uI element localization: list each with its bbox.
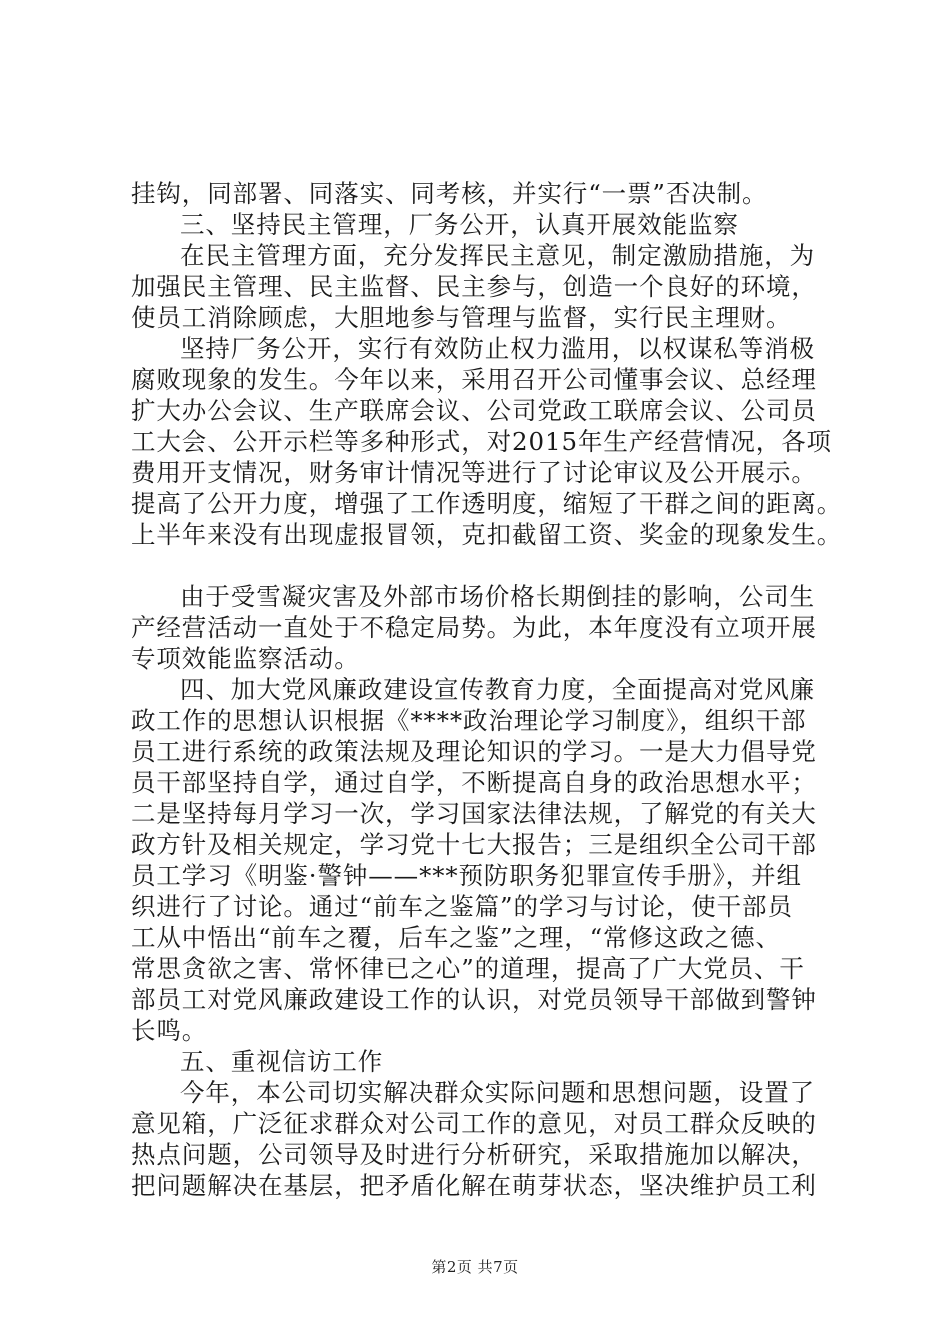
text-line: 部员工对党风廉政建设工作的认识，对党员领导干部做到警钟 (131, 985, 817, 1014)
text-line: 专项效能监察活动。 (131, 644, 360, 673)
text-line: 二是坚持每月学习一次，学习国家法律法规，了解党的有关大 (131, 799, 817, 828)
page-number-label: 第2页 共7页 (431, 1258, 519, 1276)
text-line: 政工作的思想认识根据《****政治理论学习制度》，组织干部 (131, 706, 807, 735)
text-line: 加强民主管理、民主监督、民主参与，创造一个良好的环境， (131, 272, 817, 301)
text-line: 员工进行系统的政策法规及理论知识的学习。一是大力倡导党 (131, 737, 817, 766)
text-line: 由于受雪凝灾害及外部市场价格长期倒挂的影响，公司生 (180, 582, 815, 611)
text-line: 常思贪欲之害、常怀律已之心”的道理，提高了广大党员、干 (131, 954, 805, 983)
text-line: 坚持厂务公开，实行有效防止权力滥用，以权谋私等消极 (180, 334, 815, 363)
text-line: 员工学习《明鉴·警钟——***预防职务犯罪宣传手册》，并组 (131, 861, 802, 890)
text-line: 员干部坚持自学，通过自学，不断提高自身的政治思想水平； (131, 768, 817, 797)
section-heading: 四、加大党风廉政建设宣传教育力度，全面提高对党风廉 (180, 675, 815, 704)
text-line: 挂钩，同部署、同落实、同考核，并实行“一票”否决制。 (131, 179, 768, 208)
text-line: 意见箱，广泛征求群众对公司工作的意见，对员工群众反映的 (131, 1109, 817, 1138)
text-line: 扩大办公会议、生产联席会议、公司党政工联席会议、公司员 (131, 396, 817, 425)
paragraph-gap (131, 550, 851, 581)
body-text (131, 178, 851, 1201)
text-line: 长鸣。 (131, 1016, 208, 1045)
text-line: 热点问题，公司领导及时进行分析研究，采取措施加以解决， (131, 1140, 817, 1169)
section-heading: 三、坚持民主管理，厂务公开，认真开展效能监察 (180, 210, 739, 239)
text-line: 使员工消除顾虑，大胆地参与管理与监督，实行民主理财。 (131, 303, 792, 332)
text-line: 织进行了讨论。通过“前车之鉴篇”的学习与讨论，使干部员 (131, 892, 793, 921)
section-heading: 五、重视信访工作 (180, 1047, 384, 1076)
text-line: 政方针及相关规定，学习党十七大报告；三是组织全公司干部 (131, 830, 817, 859)
page-footer (0, 1256, 950, 1277)
text-line: 在民主管理方面，充分发挥民主意见，制定激励措施，为 (180, 241, 815, 270)
text-line: 提高了公开力度，增强了工作透明度，缩短了干群之间的距离。 (131, 489, 843, 518)
text-line: 工从中悟出“前车之覆，后车之鉴”之理，“常修这政之德、 (131, 923, 781, 952)
text-line: 费用开支情况，财务审计情况等进行了讨论审议及公开展示。 (131, 458, 817, 487)
text-line: 工大会、公开示栏等多种形式，对2015年生产经营情况，各项 (131, 427, 832, 456)
text-line: 上半年来没有出现虚报冒领，克扣截留工资、奖金的现象发生。 (131, 520, 843, 549)
text-line: 今年，本公司切实解决群众实际问题和思想问题，设置了 (180, 1078, 815, 1107)
text-line: 腐败现象的发生。今年以来，采用召开公司懂事会议、总经理 (131, 365, 817, 394)
text-line: 产经营活动一直处于不稳定局势。为此，本年度没有立项开展 (131, 613, 817, 642)
text-line: 把问题解决在基层，把矛盾化解在萌芽状态，坚决维护员工利 (131, 1171, 817, 1200)
